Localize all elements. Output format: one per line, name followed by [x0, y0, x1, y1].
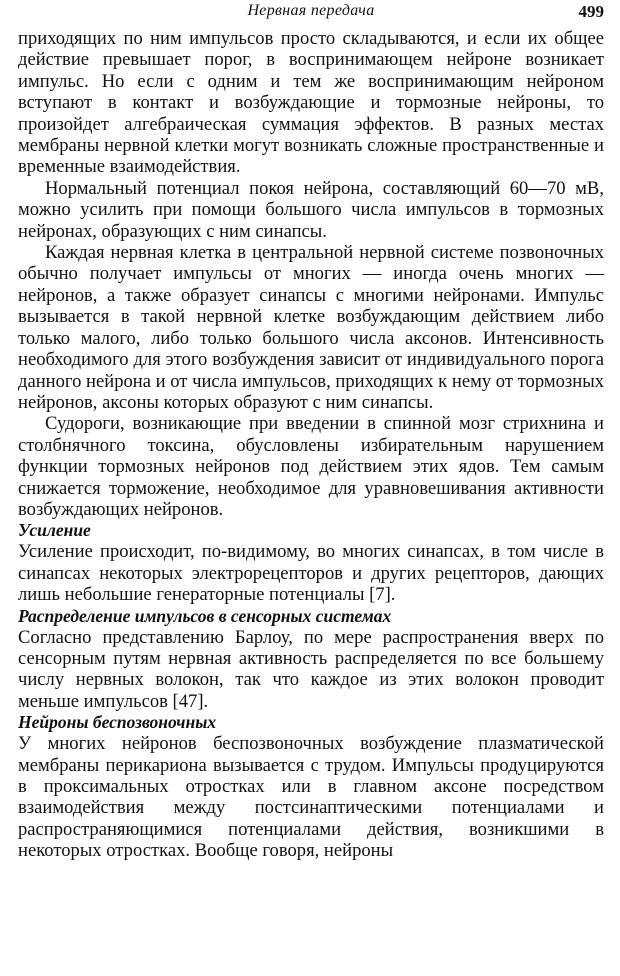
paragraph: Нормальный потенциал покоя нейрона, составляющий 60—70 мВ, можно усилить при помощи большого числа импульсов в тормозных нейронах, образующих с ним синапсы. — [18, 177, 604, 242]
paragraph: приходящих по ним импульсов просто складываются, и если их общее действие превышает порог, в воспринимающем нейроне возникает импульс. Но если с одним и тем же воспринимающим нейроном вступают в контакт и возбуждающие и тормозные нейроны, то произойдет алгебраическая суммация эффектов. В разных местах мембраны нервной клетки могут возникать сложные пространственные и временные взаимодействия. — [18, 28, 604, 178]
paragraph: У многих нейронов беспозвоночных возбуждение плазматической мембраны перикариона вызывается с трудом. Импульсы продуцируются в проксимальных отростках или в главном аксоне посредством взаимодействия между постсинаптическими потенциалами и распространяющимися потенциалами действия, возникшими в некоторых отростках. Вообще говоря, нейроны — [18, 733, 604, 862]
running-title: Нервная передача — [247, 2, 375, 19]
body-text — [18, 28, 604, 862]
page-number: 499 — [578, 2, 604, 21]
paragraph: Каждая нервная клетка в центральной нервной системе позвоночных обычно получает импульсы от многих — иногда очень многих — нейронов, а также образует синапсы с многими нейронами. Импульс вызывается в такой нервной клетке возбуждающим действием либо только малого, либо только большого числа аксонов. Интенсивность необходимого для этого возбуждения зависит от индивидуального порога данного нейрона и от числа импульсов, приходящих к нему от тормозных нейронов, аксоны которых образуют с ним синапсы. — [18, 242, 604, 413]
section-heading-neirony: Нейроны беспозвоночных — [18, 712, 217, 733]
paragraph: Усиление происходит, по-видимому, во многих синапсах, в том числе в синапсах некоторых электрорецепторов и других рецепторов, дающих лишь небольшие генераторные потенциалы [7]. — [18, 541, 604, 606]
section-heading-usilenie: Усиление — [18, 520, 91, 541]
paragraph: Судороги, возникающие при введении в спинной мозг стрихнина и столбнячного токсина, обусловлены избирательным нарушением функции тормозных нейронов под действием этих ядов. Тем самым снижается торможение, необходимое для уравновешивания активности возбуждающих нейронов. — [18, 413, 604, 520]
section-heading-raspredelenie: Распределение импульсов в сенсорных системах — [18, 605, 392, 626]
paragraph: Согласно представлению Барлоу, по мере распространения вверх по сенсорным путям нервная активность распределяется по все большему числу нервных волокон, так что каждое из этих волокон проводит меньше импульсов [47]. — [18, 626, 604, 712]
running-header — [18, 0, 604, 28]
